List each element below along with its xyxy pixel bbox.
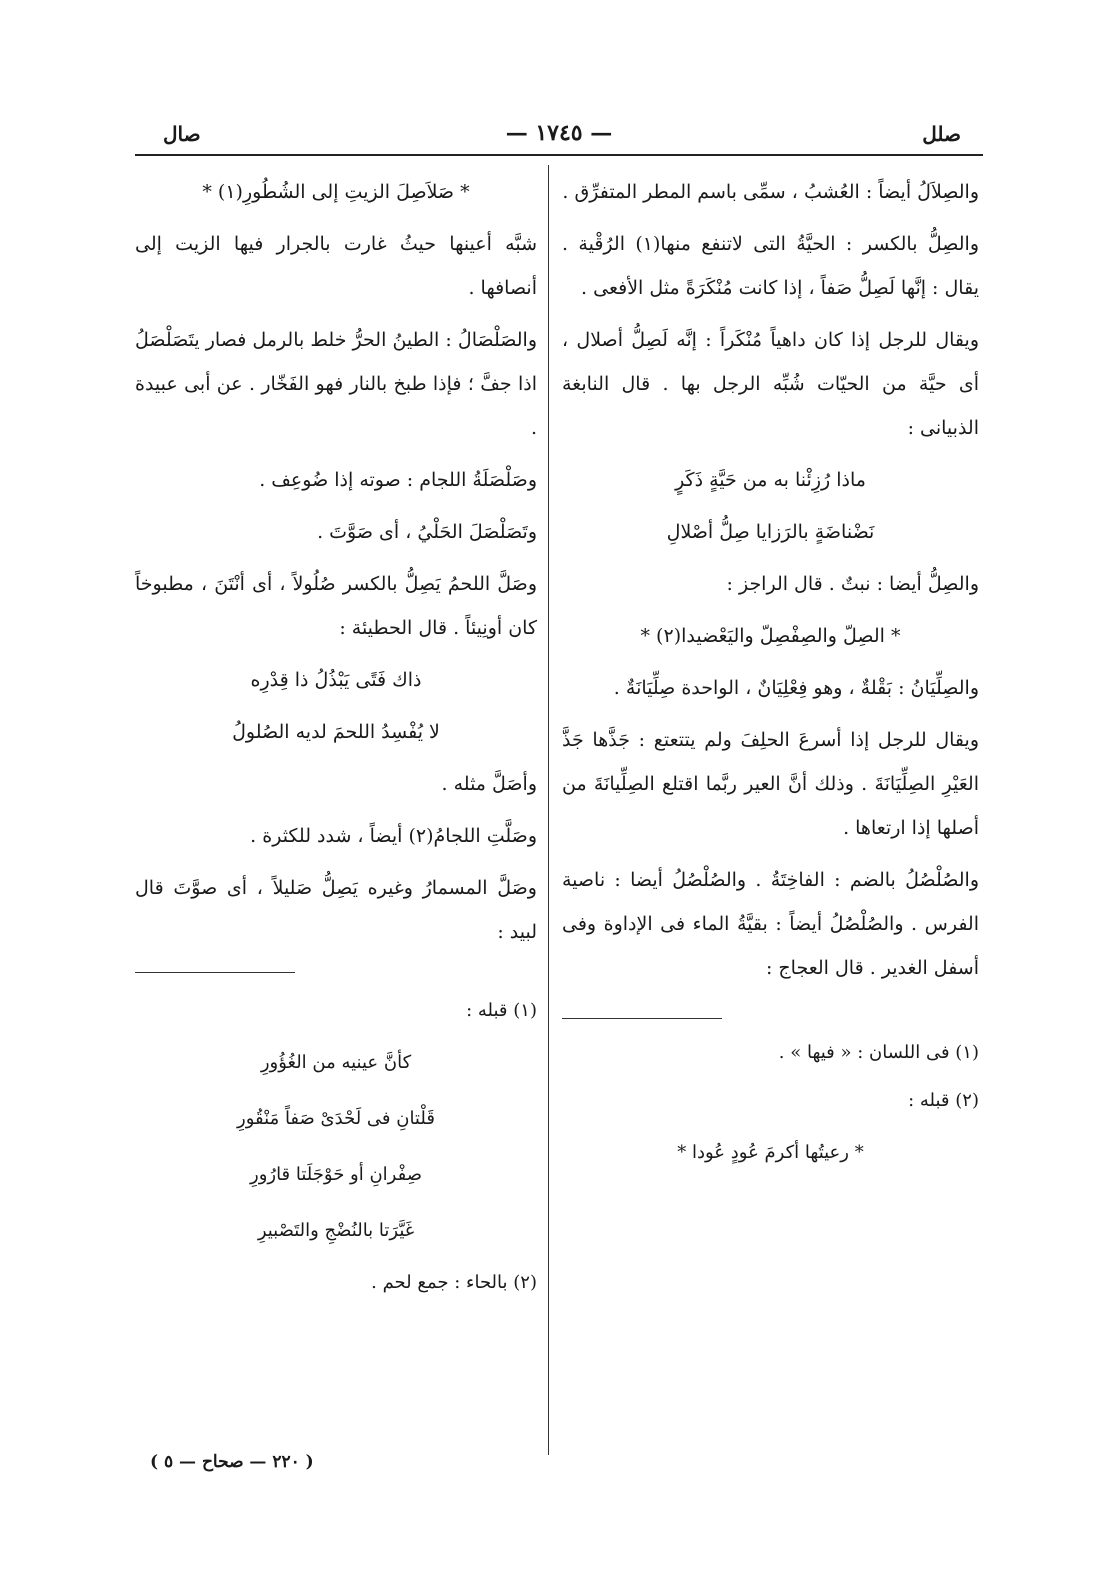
entry-paragraph: وصَلْصَلَةُ اللجام : صوته إذا ضُوعِف . [259,469,537,491]
footnote: (١) قبله : [466,1000,537,1021]
footnote-rule [562,1018,722,1019]
footnote-verse: صِفْرانِ أو حَوْجَلَتا قارُورِ [250,1164,422,1185]
footnote-verse: كأنَّ عينيه من الغُؤُورِ [260,1052,412,1073]
entry-paragraph: وأصَلَّ مثله . [441,773,537,795]
page-number: — ١٧٤٥ — [505,120,613,146]
right-column [562,170,979,1185]
entry-paragraph: والصِلُّ أيضا : نبتٌ . قال الراجز : [726,573,979,595]
signature-footer: ( ٢٢٠ — صحاح — ٥ ) [150,1452,314,1472]
footnote: (٢) بالحاء : جمع لحم . [371,1272,537,1293]
poem-verse: * الصِلّ والصِفْصِلّ واليَعْضيدا(٢) * [640,625,901,647]
entry-paragraph: والصِلِّيَانُ : بَقْلةٌ ، وهو فِعْلِيَانٌ ، الواحدة صِلِّيَانَةٌ . [613,677,979,699]
header-left-word: صال [163,122,201,146]
entry-paragraph: وصَلَّتِ اللجامُ(٢) أيضاً ، شدد للكثرة . [250,825,537,847]
entry-paragraph: والصِلُّ بالكسر : الحيَّةُ التى لاتنفع منها(١) الرُقْية . يقال : إنَّها لَصِلُّ صَفاً ، إذا كانت مُنْكَرَةً مثل الأفعى . [562,233,979,299]
entry-paragraph: والصِلاَلُ أيضاً : العُشبُ ، سمِّى باسم المطر المتفرِّق . [562,181,979,203]
entry-paragraph: وصَلَّ المسمارُ وغيره يَصِلُّ صَليلاً ، أى صوَّتَ قال لبيد : [135,877,537,943]
left-column [135,170,537,1311]
column-divider [548,165,549,1455]
footnote: (٢) قبله : [908,1090,979,1111]
header-root-word: صلل [922,122,961,146]
footnote-verse: قَلْتانِ فى لَحْدَىْ صَفاً مَنْقُورِ [237,1108,435,1129]
footnote: (١) فى اللسان : « فيها » . [778,1042,979,1063]
entry-paragraph: وتَصَلْصَلَ الحَلْيُ ، أى صَوَّتَ . [317,521,537,543]
poem-verse: * صَلاَصِلَ الزيتِ إلى الشُطُورِ(١) * [202,181,470,203]
poem-verse: ذاك فَتًى يَبْذُلُ ذا قِدْرِه [250,669,422,691]
footnote-verse: * رعيتُها أكرمَ عُودٍ عُودا * [677,1142,864,1163]
entry-paragraph: وصَلَّ اللحمُ يَصِلُّ بالكسر صُلُولاً ، أى أنْتَنَ ، مطبوخاً كان أونِيئاً . قال الحطيئة : [135,573,537,639]
entry-paragraph: شبَّه أعينها حيثُ غارت بالجرار فيها الزيت إلى أنصافها . [135,233,538,299]
poem-verse: ماذا رُزِئْنا به من حَيَّةٍ ذَكَرٍ [675,469,866,491]
poem-verse: نَضْناضَةٍ بالرَزايا صِلُّ أصْلالِ [666,521,875,543]
footnote-rule [135,972,295,973]
page-header [135,110,983,156]
footnote-verse: غَيَّرَتا بالنُضْجِ والتَصْبيرِ [257,1220,415,1241]
poem-verse: لا يُفْسِدُ اللحمَ لديه الصُلولُ [232,721,440,743]
entry-paragraph: ويقال للرجل إذا كان داهياً مُنْكَراً : إنَّه لَصِلُّ أصلال ، أى حيَّة من الحيّات شُبِّه الرجل بها . قال النابغة الذبيانى : [562,329,979,439]
entry-paragraph: والصَلْصَالُ : الطينُ الحرُّ خلط بالرمل فصار يتَصَلْصَلُ اذا جفَّ ؛ فإذا طبخ بالنار فهو الفَخّار . عن أبى عبيدة . [135,329,537,439]
entry-paragraph: ويقال للرجل إذا أسرعَ الحلِفَ ولم يتتعتع : جَذَّها جَذَّ العَيْرِ الصِلِّيَانَةَ . وذلك أنَّ العير ربَّما اقتلع الصِلِّيانَةَ من أصلها إذا ارتعاها . [562,729,979,839]
entry-paragraph: والصُلْصُلُ بالضم : الفاخِتَةُ . والصُلْصُلُ أيضا : ناصية الفرس . والصُلْصُلُ أيضاً : بقيَّةُ الماء فى الإداوة وفى أسفل الغدير . قال العجاج : [562,869,979,979]
